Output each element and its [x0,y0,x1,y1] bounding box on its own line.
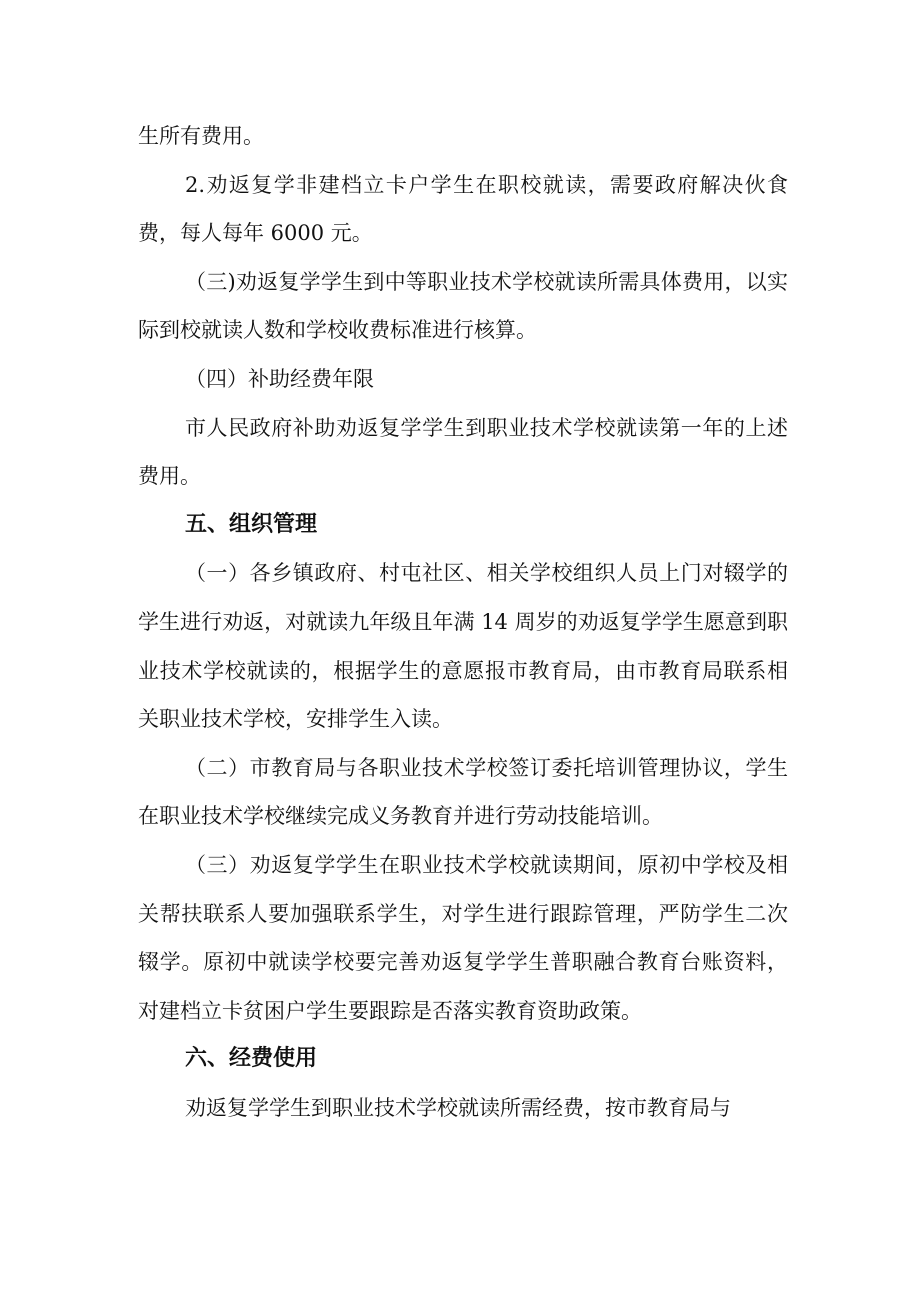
paragraph-section-3: （三)劝返复学学生到中等职业技术学校就读所需具体费用，以实际到校就读人数和学校收费标准进行核算。 [138,269,788,343]
paragraph-section-4-title: （四）补助经费年限 [185,366,374,391]
paragraph-item-2: 2.劝返复学非建档立卡户学生在职校就读，需要政府解决伙食费，每人每年 6000 元。 [138,172,788,246]
paragraph-org-1: （一）各乡镇政府、村屯社区、相关学校组织人员上门对辍学的学生进行劝返，对就读九年级且年满 14 周岁的劝返复学学生愿意到职业技术学校就读的，根据学生的意愿报市教育局，由市教育局联系相关职业技术学校，安排学生入读。 [138,561,788,732]
paragraph-subsidy-years: 市人民政府补助劝返复学学生到职业技术学校就读第一年的上述费用。 [138,415,788,489]
section-heading-organization: 五、组织管理 [185,511,318,537]
section-heading-funding: 六、经费使用 [185,1046,318,1072]
paragraph-org-3: （三）劝返复学学生在职业技术学校就读期间，原初中学校及相关帮扶联系人要加强联系学生，对学生进行跟踪管理，严防学生二次辍学。原初中就读学校要完善劝返复学学生普职融合教育台账资料，对建档立卡贫困户学生要跟踪是否落实教育资助政策。 [138,852,788,1023]
paragraph-funding: 劝返复学学生到职业技术学校就读所需经费，按市教育局与 [185,1095,731,1120]
document-body [138,112,788,1132]
paragraph-continuation: 生所有费用。 [138,124,264,148]
paragraph-org-2: （二）市教育局与各职业技术学校签订委托培训管理协议，学生在职业技术学校继续完成义务教育并进行劳动技能培训。 [138,755,788,829]
